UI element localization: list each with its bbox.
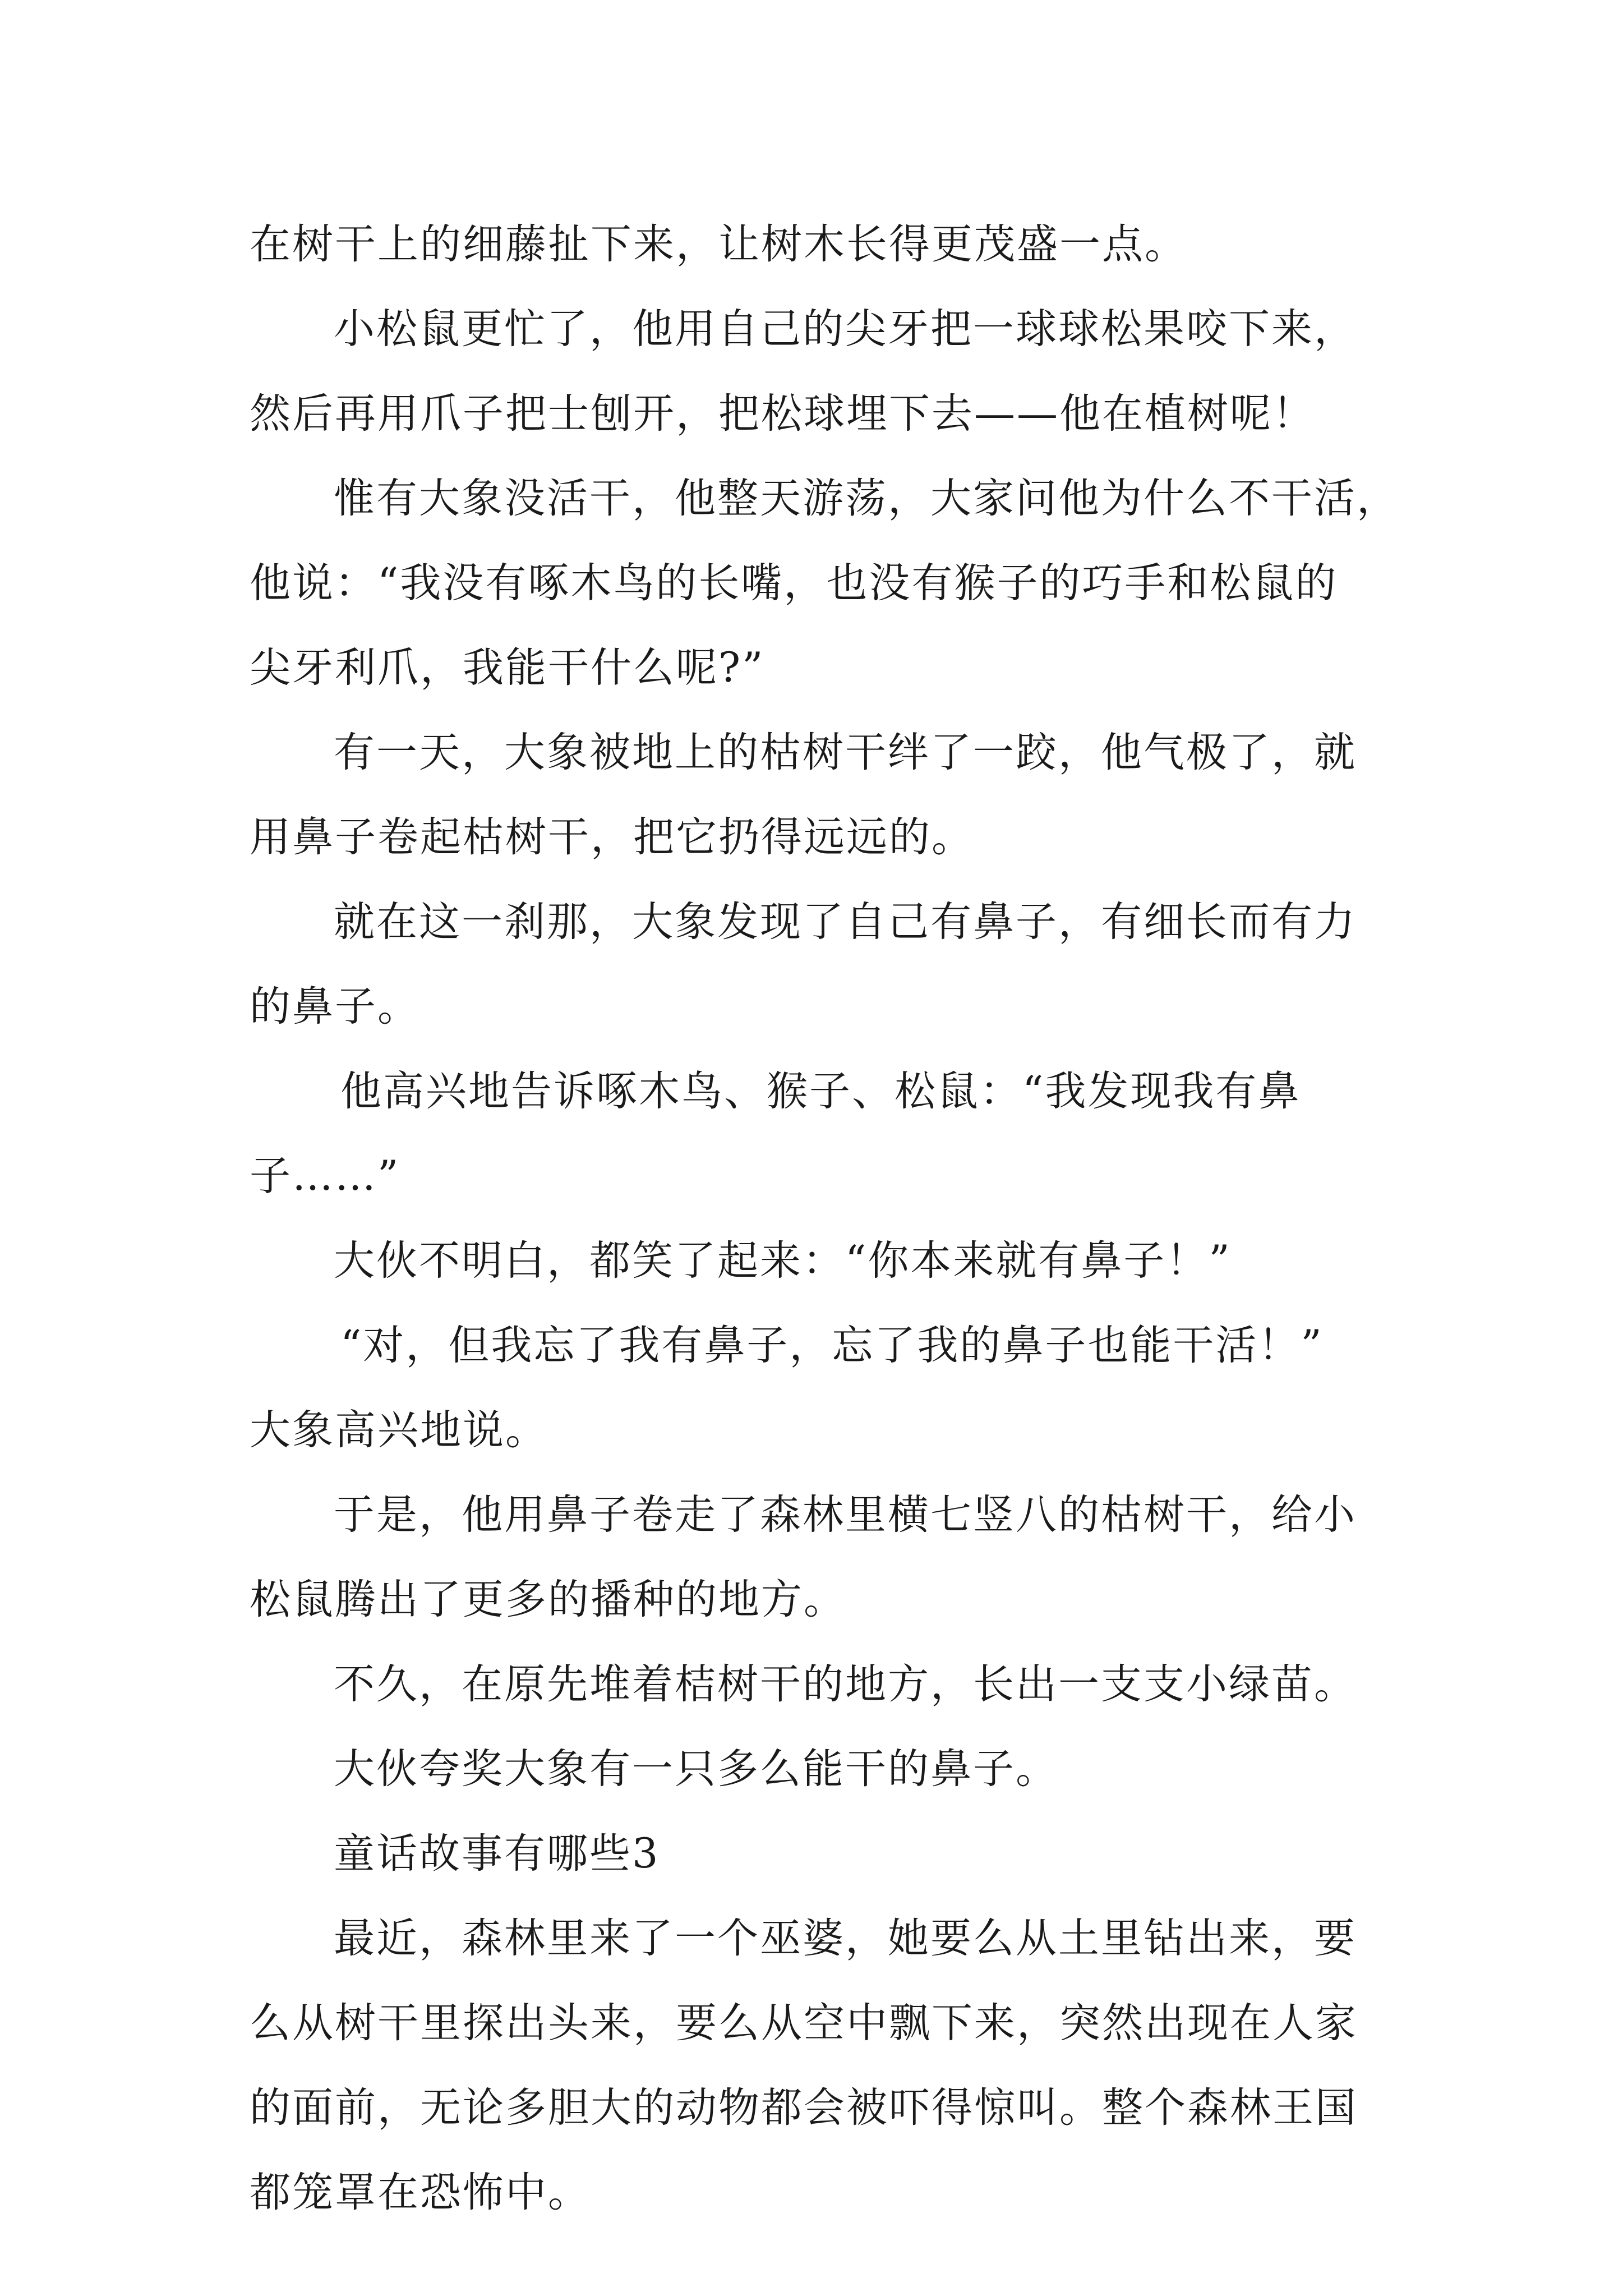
paragraph-start-line: 他高兴地告诉啄木鸟、猴子、松鼠：“我发现我有鼻 [340,1068,1301,1115]
text-line: 的面前，无论多胆大的动物都会被吓得惊叫。整个森林王国 [250,2084,1358,2132]
paragraph-start-line: 大伙不明白，都笑了起来：“你本来就有鼻子！” [334,1237,1232,1285]
paragraph-start-line: 大伙夸奖大象有一只多么能干的鼻子。 [334,1745,1058,1793]
paragraph-start-line: “对，但我忘了我有鼻子，忘了我的鼻子也能干活！” [340,1322,1324,1369]
text-line: 他说：“我没有啄木鸟的长嘴，也没有猴子的巧手和松鼠的 [250,559,1338,607]
text-line: 松鼠腾出了更多的播种的地方。 [250,1576,846,1623]
section-heading: 童话故事有哪些3 [334,1830,660,1878]
text-line: 都笼罩在恐怖中。 [250,2169,591,2216]
paragraph-start-line: 小松鼠更忙了，他用自己的尖牙把一球球松果咬下来， [334,305,1357,353]
paragraph-start-line: 惟有大象没活干，他整天游荡，大家问他为什么不干活， [334,475,1399,522]
text-line: 子……” [250,1152,400,1200]
paragraph-start-line: 有一天，大象被地上的枯树干绊了一跤，他气极了，就 [334,729,1357,776]
paragraph-start-line: 最近，森林里来了一个巫婆，她要么从土里钻出来，要 [334,1915,1357,1962]
text-line: 尖牙利爪，我能干什么呢?” [250,644,765,692]
text-line: 大象高兴地说。 [250,1406,548,1454]
text-line: 然后再用爪子把士刨开，把松球埋下去——他在植树呢！ [250,390,1315,438]
text-line: 用鼻子卷起枯树干，把它扔得远远的。 [250,813,974,861]
text-line: 么从树干里探出头来，要么从空中飘下来，突然出现在人家 [250,1999,1358,2047]
paragraph-start-line: 就在这一刹那，大象发现了自己有鼻子，有细长而有力 [334,898,1357,946]
body-text [250,202,1405,2235]
paragraph-start-line: 不久，在原先堆着桔树干的地方，长出一支支小绿苗。 [334,1660,1357,1708]
text-line: 在树干上的细藤扯下来，让树木长得更茂盛一点。 [250,220,1187,268]
text-line: 的鼻子。 [250,983,420,1030]
paragraph-start-line: 于是，他用鼻子卷走了森林里横七竖八的枯树干，给小 [334,1491,1357,1539]
